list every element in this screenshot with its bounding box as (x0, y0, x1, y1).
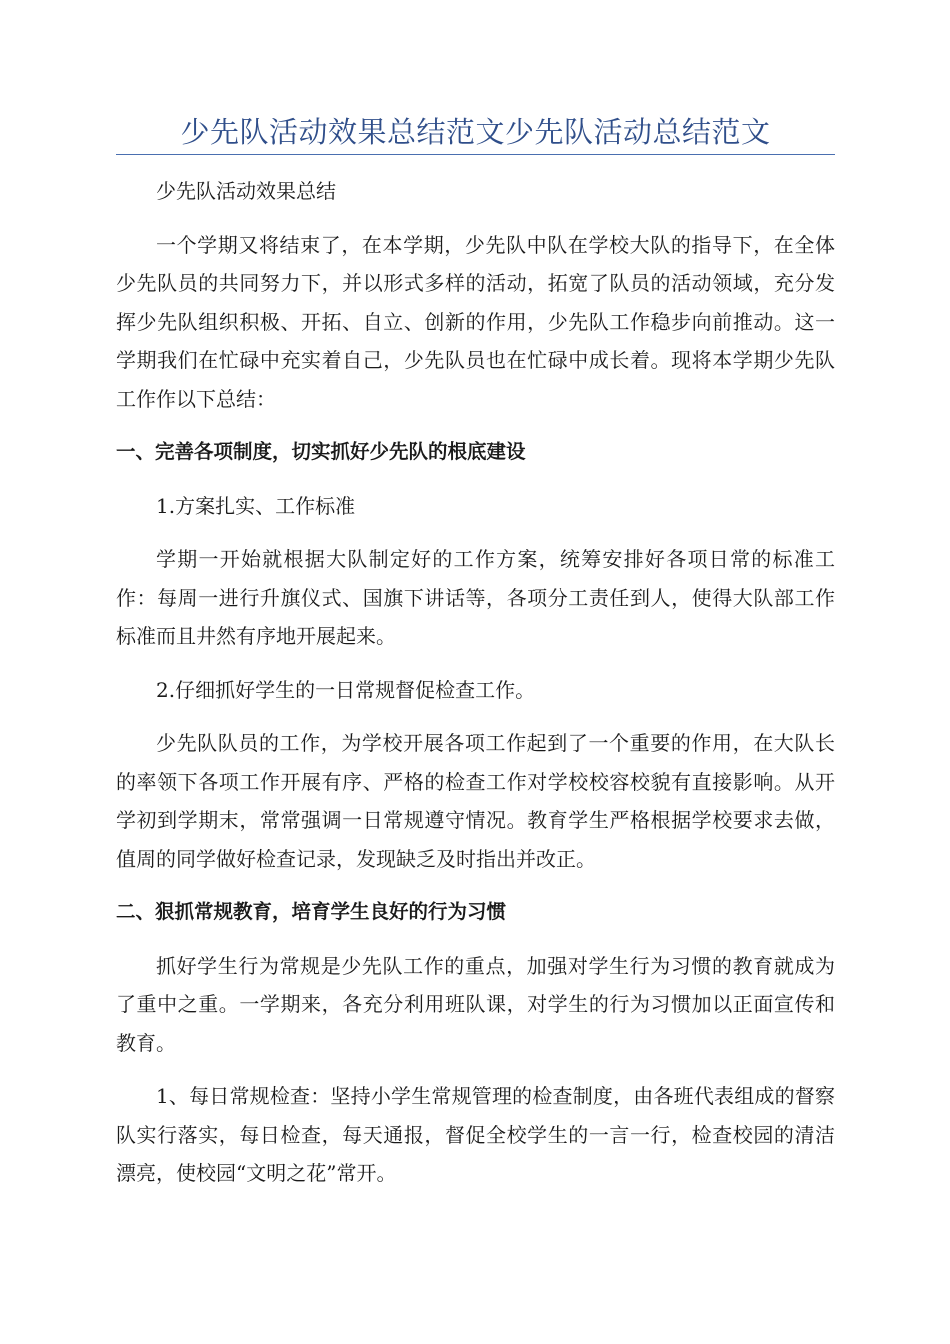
document-body (116, 172, 835, 1208)
document-title: 少先队活动效果总结范文少先队活动总结范文 (180, 115, 771, 149)
paragraph-intro: 一个学期又将结束了，在本学期，少先队中队在学校大队的指导下，在全体少先队员的共同努力下，并以形式多样的活动，拓宽了队员的活动领域，充分发挥少先队组织积极、开拓、自立、创新的作用，少先队工作稳步向前推动。这一学期我们在忙碌中充实着自己，少先队员也在忙碌中成长着。现将本学期少先队工作作以下总结： (116, 232, 835, 411)
paragraph-item-1-1: 1.方案扎实、工作标准 (156, 493, 356, 518)
paragraph-habits: 抓好学生行为常规是少先队工作的重点，加强对学生行为习惯的教育就成为了重中之重。一学期来，各充分利用班队课，对学生的行为习惯加以正面宣传和教育。 (116, 953, 835, 1055)
paragraph-subtitle: 少先队活动效果总结 (156, 179, 336, 203)
paragraph-item-1-2: 2.仔细抓好学生的一日常规督促检查工作。 (156, 677, 536, 702)
paragraph-daily-check: 1、每日常规检查：坚持小学生常规管理的检查制度，由各班代表组成的督察队实行落实，每日检查，每天通报，督促全校学生的一言一行，检查校园的清洁漂亮，使校园“文明之花”常开。 (116, 1084, 835, 1185)
title-underline (116, 154, 835, 155)
section-heading-2: 二、狠抓常规教育，培育学生良好的行为习惯 (116, 900, 507, 923)
paragraph-inspection: 少先队队员的工作，为学校开展各项工作起到了一个重要的作用，在大队长的率领下各项工作开展有序、严格的检查工作对学校校容校貌有直接影响。从开学初到学期末，常常强调一日常规遵守情况。教育学生严格根据学校要求去做，值周的同学做好检查记录，发现缺乏及时指出并改正。 (116, 731, 835, 871)
paragraph-plan: 学期一开始就根据大队制定好的工作方案，统筹安排好各项日常的标准工作：每周一进行升旗仪式、国旗下讲话等，各项分工责任到人，使得大队部工作标准而且井然有序地开展起来。 (116, 547, 835, 648)
section-heading-1: 一、完善各项制度，切实抓好少先队的根底建设 (116, 440, 526, 463)
